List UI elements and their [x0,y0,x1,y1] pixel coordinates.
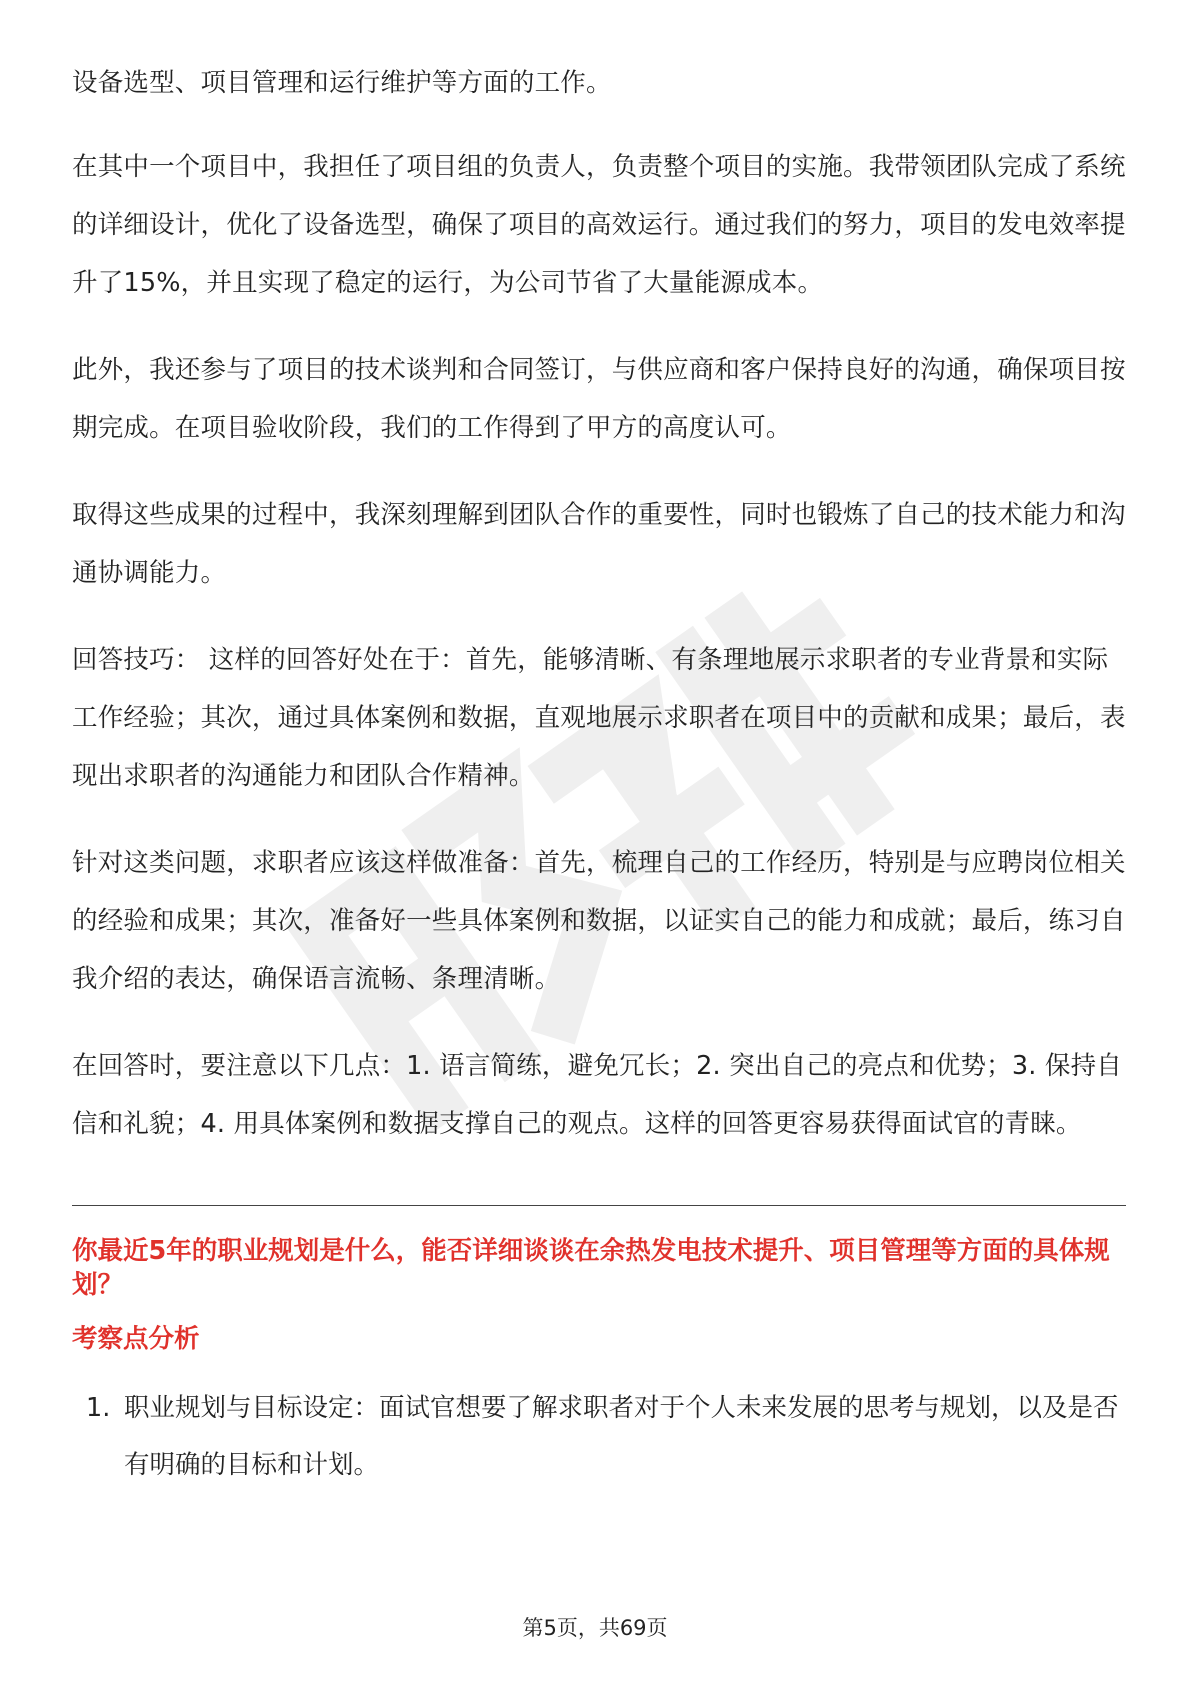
paragraph: 在回答时，要注意以下几点：1. 语言简练，避免冗长；2. 突出自己的亮点和优势；3. 保持自信和礼貌；4. 用具体案例和数据支撑自己的观点。这样的回答更容易获得面试官的青睐。 [72,1051,1123,1139]
section-title: 考察点分析 [72,1324,200,1354]
paragraph: 此外，我还参与了项目的技术谈判和合同签订，与供应商和客户保持良好的沟通，确保项目按期完成。在项目验收阶段，我们的工作得到了甲方的高度认可。 [72,355,1126,443]
page-footer: 第5页，共69页 [522,1616,668,1640]
paragraph: 在其中一个项目中，我担任了项目组的负责人，负责整个项目的实施。我带领团队完成了系统的详细设计，优化了设备选型，确保了项目的高效运行。通过我们的努力，项目的发电效率提升了15%，并且实现了稳定的运行，为公司节省了大量能源成本。 [72,152,1126,298]
paragraph: 针对这类问题，求职者应该这样做准备：首先，梳理自己的工作经历，特别是与应聘岗位相关的经验和成果；其次，准备好一些具体案例和数据，以证实自己的能力和成就；最后，练习自我介绍的表达，确保语言流畅、条理清晰。 [72,848,1126,994]
section-divider [72,1205,1126,1206]
document-page [72,54,1126,1494]
list-item-number: 1. [86,1393,111,1423]
paragraph: 取得这些成果的过程中，我深刻理解到团队合作的重要性，同时也锻炼了自己的技术能力和沟通协调能力。 [72,500,1126,588]
list-item-text: 职业规划与目标设定：面试官想要了解求职者对于个人未来发展的思考与规划，以及是否有明确的目标和计划。 [124,1393,1119,1480]
question-heading: 你最近5年的职业规划是什么，能否详细谈谈在余热发电技术提升、项目管理等方面的具体规划？ [72,1236,1110,1300]
paragraph: 设备选型、项目管理和运行维护等方面的工作。 [72,68,612,98]
list-item [72,1380,1126,1494]
analysis-list [72,1380,1126,1494]
answer-tips-paragraph: 回答技巧： 这样的回答好处在于：首先，能够清晰、有条理地展示求职者的专业背景和实际工作经验；其次，通过具体案例和数据，直观地展示求职者在项目中的贡献和成果；最后，表现出求职者的沟通能力和团队合作精神。 [72,645,1126,791]
